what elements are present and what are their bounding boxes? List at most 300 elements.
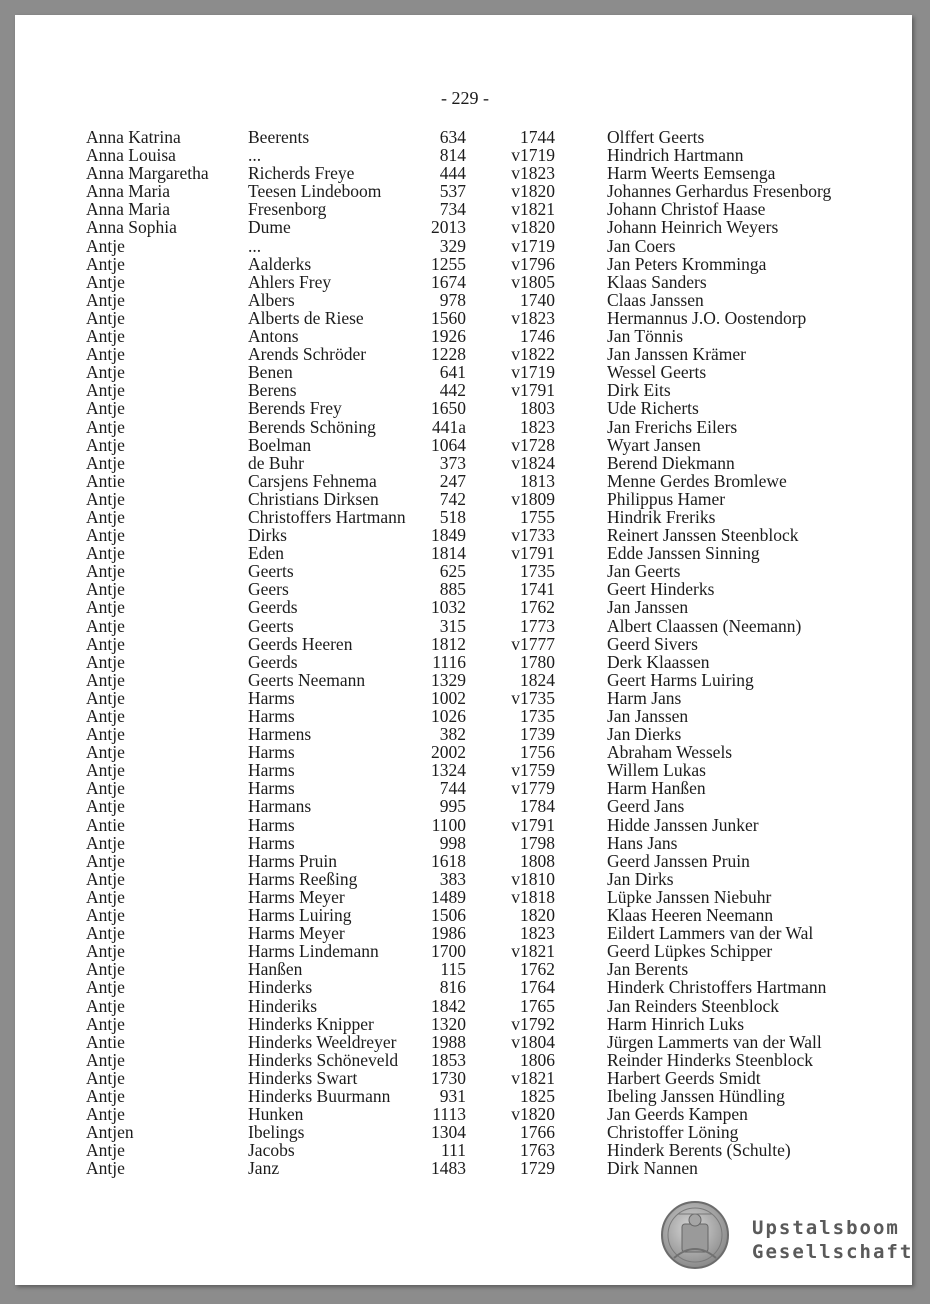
table-row: [0, 164, 930, 182]
entry-number-cell: 1674: [431, 271, 466, 292]
entry-number-cell: 537: [439, 181, 466, 202]
entry-number-cell: 1560: [431, 307, 466, 328]
seal-emblem-icon: [660, 1200, 730, 1270]
surname-cell: Harms Lindemann: [248, 941, 379, 962]
table-row: [0, 834, 930, 852]
table-row: [0, 128, 930, 146]
spouse-name-cell: Geert Harms Luiring: [607, 669, 754, 690]
brand-line-1: Upstalsboom: [752, 1217, 900, 1239]
entry-number-cell: 1255: [431, 253, 466, 274]
year-cell: 1741: [520, 579, 555, 600]
year-cell: 1825: [520, 1085, 555, 1106]
given-name-cell: Anna Maria: [86, 181, 171, 202]
year-cell: 1763: [520, 1140, 555, 1161]
entry-number-cell: 1730: [431, 1067, 466, 1088]
given-name-cell: Antje: [86, 778, 125, 799]
surname-cell: Geerts: [248, 615, 294, 636]
spouse-name-cell: Jan Coers: [607, 235, 676, 256]
year-cell: v1822: [511, 344, 555, 365]
year-cell: v1820: [511, 217, 555, 238]
year-cell: v1823: [511, 307, 555, 328]
year-cell: 1764: [520, 977, 555, 998]
spouse-name-cell: Jan Frerichs Eilers: [607, 416, 738, 437]
table-row: [0, 1051, 930, 1069]
year-cell: 1729: [520, 1158, 555, 1179]
entry-number-cell: 442: [439, 380, 466, 401]
given-name-cell: Antje: [86, 380, 125, 401]
spouse-name-cell: Jan Janssen: [607, 597, 689, 618]
given-name-cell: Anna Maria: [86, 199, 171, 220]
table-row: [0, 598, 930, 616]
spouse-name-cell: Harbert Geerds Smidt: [607, 1067, 761, 1088]
spouse-name-cell: Olffert Geerts: [607, 127, 705, 147]
year-cell: 1823: [520, 416, 555, 437]
surname-cell: Hinderks: [248, 977, 313, 998]
given-name-cell: Antje: [86, 543, 125, 564]
entry-number-cell: 1100: [431, 814, 466, 835]
entry-number-cell: 1506: [431, 905, 466, 926]
table-row: [0, 617, 930, 635]
table-row: [0, 562, 930, 580]
surname-cell: Harms: [248, 832, 295, 853]
year-cell: v1735: [511, 687, 555, 708]
table-row: [0, 327, 930, 345]
year-cell: v1779: [511, 778, 555, 799]
surname-cell: Geers: [248, 579, 289, 600]
year-cell: 1773: [520, 615, 555, 636]
year-cell: v1810: [511, 868, 555, 889]
given-name-cell: Antje: [86, 434, 125, 455]
surname-cell: Arends Schröder: [248, 344, 367, 365]
given-name-cell: Antie: [86, 470, 125, 491]
year-cell: v1809: [511, 488, 555, 509]
surname-cell: Dume: [248, 217, 291, 238]
given-name-cell: Antje: [86, 633, 125, 654]
entry-number-cell: 1324: [431, 760, 466, 781]
surname-cell: ...: [248, 145, 262, 166]
year-cell: v1824: [511, 452, 555, 473]
spouse-name-cell: Harm Jans: [607, 687, 682, 708]
spouse-name-cell: Menne Gerdes Bromlewe: [607, 470, 787, 491]
given-name-cell: Antje: [86, 995, 125, 1016]
entry-number-cell: 1032: [431, 597, 466, 618]
surname-cell: Harms: [248, 742, 295, 763]
table-row: [0, 1159, 930, 1177]
table-row: [0, 436, 930, 454]
given-name-cell: Antje: [86, 597, 125, 618]
surname-cell: de Buhr: [248, 452, 304, 473]
entry-number-cell: 115: [440, 959, 466, 980]
entry-number-cell: 1228: [431, 344, 466, 365]
surname-cell: Fresenborg: [248, 199, 327, 220]
year-cell: 1762: [520, 959, 555, 980]
surname-cell: Hinderks Swart: [248, 1067, 358, 1088]
year-cell: 1762: [520, 597, 555, 618]
year-cell: v1719: [511, 362, 555, 383]
given-name-cell: Antje: [86, 687, 125, 708]
spouse-name-cell: Jan Dirks: [607, 868, 674, 889]
given-name-cell: Antje: [86, 235, 125, 256]
year-cell: v1777: [511, 633, 555, 654]
year-cell: 1765: [520, 995, 555, 1016]
spouse-name-cell: Geerd Jans: [607, 796, 685, 817]
entry-number-cell: 1814: [431, 543, 466, 564]
table-row: [0, 888, 930, 906]
table-row: [0, 218, 930, 236]
spouse-name-cell: Jan Peters Kromminga: [607, 253, 767, 274]
spouse-name-cell: Philippus Hamer: [607, 488, 726, 509]
given-name-cell: Antje: [86, 832, 125, 853]
table-row: [0, 725, 930, 743]
year-cell: 1820: [520, 905, 555, 926]
entry-number-cell: 329: [439, 235, 466, 256]
entry-number-cell: 1320: [431, 1013, 466, 1034]
table-row: [0, 544, 930, 562]
entry-number-cell: 518: [439, 506, 466, 527]
table-row: [0, 797, 930, 815]
given-name-cell: Anna Margaretha: [86, 163, 209, 184]
page-number: - 229 -: [441, 88, 489, 108]
entry-number-cell: 1002: [431, 687, 466, 708]
surname-cell: Beerents: [248, 127, 310, 147]
given-name-cell: Antje: [86, 651, 125, 672]
table-row: [0, 399, 930, 417]
publisher-name: [752, 1216, 913, 1264]
surname-cell: Hinderks Buurmann: [248, 1085, 391, 1106]
year-cell: v1821: [511, 941, 555, 962]
spouse-name-cell: Johann Heinrich Weyers: [607, 217, 779, 238]
spouse-name-cell: Jürgen Lammerts van der Wall: [607, 1031, 822, 1052]
surname-cell: Aalderks: [248, 253, 312, 274]
spouse-name-cell: Reinert Janssen Steenblock: [607, 525, 799, 546]
given-name-cell: Antje: [86, 977, 125, 998]
entry-number-cell: 373: [439, 452, 466, 473]
given-name-cell: Antjen: [86, 1122, 134, 1143]
spouse-name-cell: Klaas Sanders: [607, 271, 707, 292]
table-row: [0, 255, 930, 273]
surname-cell: Janz: [248, 1158, 280, 1179]
genealogy-register-table: [0, 128, 930, 1177]
spouse-name-cell: Harm Weerts Eemsenga: [607, 163, 776, 184]
year-cell: v1791: [511, 543, 555, 564]
table-row: [0, 1015, 930, 1033]
spouse-name-cell: Dirk Eits: [607, 380, 671, 401]
given-name-cell: Antje: [86, 1104, 125, 1125]
surname-cell: Harms: [248, 706, 295, 726]
year-cell: v1791: [511, 380, 555, 401]
spouse-name-cell: Jan Janssen: [607, 706, 689, 726]
year-cell: v1719: [511, 145, 555, 166]
entry-number-cell: 978: [439, 289, 466, 310]
spouse-name-cell: Derk Klaassen: [607, 651, 710, 672]
given-name-cell: Anna Katrina: [86, 127, 181, 147]
given-name-cell: Antie: [86, 1031, 125, 1052]
surname-cell: Harms: [248, 778, 295, 799]
entry-number-cell: 885: [439, 579, 466, 600]
year-cell: v1719: [511, 235, 555, 256]
surname-cell: Geerts Neemann: [248, 669, 366, 690]
table-row: [0, 960, 930, 978]
entry-number-cell: 1329: [431, 669, 466, 690]
year-cell: 1813: [520, 470, 555, 491]
surname-cell: Hinderks Weeldreyer: [248, 1031, 397, 1052]
table-row: [0, 237, 930, 255]
given-name-cell: Antje: [86, 669, 125, 690]
year-cell: v1820: [511, 181, 555, 202]
spouse-name-cell: Hindrik Freriks: [607, 506, 716, 527]
spouse-name-cell: Hinderk Berents (Schulte): [607, 1140, 791, 1161]
year-cell: 1744: [520, 127, 555, 147]
surname-cell: ...: [248, 235, 262, 256]
year-cell: v1821: [511, 199, 555, 220]
given-name-cell: Antje: [86, 307, 125, 328]
year-cell: 1780: [520, 651, 555, 672]
surname-cell: Hinderiks: [248, 995, 318, 1016]
entry-number-cell: 625: [439, 561, 466, 582]
given-name-cell: Antje: [86, 344, 125, 365]
surname-cell: Richerds Freye: [248, 163, 355, 184]
entry-number-cell: 1483: [431, 1158, 466, 1179]
spouse-name-cell: Klaas Heeren Neemann: [607, 905, 774, 926]
spouse-name-cell: Geert Hinderks: [607, 579, 715, 600]
surname-cell: Harms: [248, 760, 295, 781]
surname-cell: Harms Reeßing: [248, 868, 358, 889]
given-name-cell: Antje: [86, 1085, 125, 1106]
year-cell: v1759: [511, 760, 555, 781]
given-name-cell: Antje: [86, 905, 125, 926]
entry-number-cell: 1812: [431, 633, 466, 654]
entry-number-cell: 383: [439, 868, 466, 889]
entry-number-cell: 734: [439, 199, 466, 220]
surname-cell: Teesen Lindeboom: [248, 181, 382, 202]
given-name-cell: Antje: [86, 615, 125, 636]
table-row: [0, 580, 930, 598]
table-row: [0, 671, 930, 689]
spouse-name-cell: Harm Hinrich Luks: [607, 1013, 745, 1034]
spouse-name-cell: Reinder Hinderks Steenblock: [607, 1049, 814, 1070]
entry-number-cell: 744: [439, 778, 466, 799]
given-name-cell: Antje: [86, 579, 125, 600]
year-cell: 1824: [520, 669, 555, 690]
given-name-cell: Antje: [86, 706, 125, 726]
surname-cell: Hinderks Knipper: [248, 1013, 374, 1034]
given-name-cell: Antie: [86, 814, 125, 835]
table-row: [0, 743, 930, 761]
surname-cell: Boelman: [248, 434, 312, 455]
surname-cell: Harmens: [248, 724, 312, 745]
entry-number-cell: 247: [439, 470, 466, 491]
surname-cell: Harms Meyer: [248, 923, 345, 944]
spouse-name-cell: Claas Janssen: [607, 289, 704, 310]
surname-cell: Dirks: [248, 525, 287, 546]
year-cell: v1804: [511, 1031, 555, 1052]
spouse-name-cell: Ude Richerts: [607, 398, 699, 419]
table-row: [0, 978, 930, 996]
year-cell: v1728: [511, 434, 555, 455]
spouse-name-cell: Jan Janssen Krämer: [607, 344, 746, 365]
surname-cell: Alberts de Riese: [248, 307, 364, 328]
entry-number-cell: 1853: [431, 1049, 466, 1070]
surname-cell: Jacobs: [248, 1140, 295, 1161]
entry-number-cell: 2013: [431, 217, 466, 238]
given-name-cell: Antje: [86, 398, 125, 419]
spouse-name-cell: Dirk Nannen: [607, 1158, 698, 1179]
year-cell: 1806: [520, 1049, 555, 1070]
table-row: [0, 309, 930, 327]
year-cell: 1735: [520, 561, 555, 582]
spouse-name-cell: Geerd Sivers: [607, 633, 698, 654]
surname-cell: Berens: [248, 380, 297, 401]
spouse-name-cell: Hermannus J.O. Oostendorp: [607, 307, 807, 328]
year-cell: 1739: [520, 724, 555, 745]
given-name-cell: Antje: [86, 724, 125, 745]
entry-number-cell: 1113: [432, 1104, 466, 1125]
surname-cell: Geerts: [248, 561, 294, 582]
year-cell: v1823: [511, 163, 555, 184]
surname-cell: Hinderks Schöneveld: [248, 1049, 399, 1070]
spouse-name-cell: Jan Reinders Steenblock: [607, 995, 780, 1016]
spouse-name-cell: Hidde Janssen Junker: [607, 814, 759, 835]
given-name-cell: Antje: [86, 452, 125, 473]
surname-cell: Benen: [248, 362, 293, 383]
surname-cell: Harmans: [248, 796, 312, 817]
table-row: [0, 508, 930, 526]
table-row: [0, 182, 930, 200]
spouse-name-cell: Geerd Janssen Pruin: [607, 850, 750, 871]
spouse-name-cell: Berend Diekmann: [607, 452, 735, 473]
given-name-cell: Antje: [86, 850, 125, 871]
table-row: [0, 1105, 930, 1123]
entry-number-cell: 816: [439, 977, 466, 998]
spouse-name-cell: Geerd Lüpkes Schipper: [607, 941, 773, 962]
surname-cell: Hanßen: [248, 959, 303, 980]
surname-cell: Geerds: [248, 651, 298, 672]
year-cell: 1784: [520, 796, 555, 817]
given-name-cell: Anna Sophia: [86, 217, 177, 238]
given-name-cell: Antje: [86, 289, 125, 310]
entry-number-cell: 1116: [432, 651, 466, 672]
entry-number-cell: 1489: [431, 886, 466, 907]
surname-cell: Geerds: [248, 597, 298, 618]
given-name-cell: Antje: [86, 506, 125, 527]
table-row: [0, 418, 930, 436]
table-row: [0, 761, 930, 779]
year-cell: 1766: [520, 1122, 555, 1143]
year-cell: 1740: [520, 289, 555, 310]
surname-cell: Geerds Heeren: [248, 633, 353, 654]
publisher-mark: [660, 1196, 914, 1276]
table-row: [0, 1069, 930, 1087]
table-row: [0, 779, 930, 797]
entry-number-cell: 998: [439, 832, 466, 853]
spouse-name-cell: Jan Geerts: [607, 561, 681, 582]
table-row: [0, 381, 930, 399]
surname-cell: Antons: [248, 326, 299, 347]
surname-cell: Albers: [248, 289, 295, 310]
given-name-cell: Antje: [86, 488, 125, 509]
entry-number-cell: 995: [439, 796, 466, 817]
table-row: [0, 345, 930, 363]
spouse-name-cell: Willem Lukas: [607, 760, 706, 781]
given-name-cell: Antje: [86, 271, 125, 292]
spouse-name-cell: Christoffer Löning: [607, 1122, 739, 1143]
given-name-cell: Antje: [86, 326, 125, 347]
spouse-name-cell: Eildert Lammers van der Wal: [607, 923, 814, 944]
entry-number-cell: 441a: [431, 416, 466, 437]
spouse-name-cell: Abraham Wessels: [607, 742, 733, 763]
year-cell: v1820: [511, 1104, 555, 1125]
entry-number-cell: 931: [439, 1085, 466, 1106]
entry-number-cell: 382: [439, 724, 466, 745]
entry-number-cell: 111: [441, 1140, 466, 1161]
entry-number-cell: 1618: [431, 850, 466, 871]
given-name-cell: Antje: [86, 886, 125, 907]
table-row: [0, 924, 930, 942]
year-cell: 1756: [520, 742, 555, 763]
table-row: [0, 454, 930, 472]
table-row: [0, 906, 930, 924]
surname-cell: Carsjens Fehnema: [248, 470, 377, 491]
given-name-cell: Antje: [86, 1140, 125, 1161]
spouse-name-cell: Hans Jans: [607, 832, 678, 853]
spouse-name-cell: Jan Berents: [607, 959, 689, 980]
entry-number-cell: 1650: [431, 398, 466, 419]
year-cell: v1796: [511, 253, 555, 274]
year-cell: 1755: [520, 506, 555, 527]
given-name-cell: Antje: [86, 959, 125, 980]
entry-number-cell: 814: [439, 145, 466, 166]
table-row: [0, 472, 930, 490]
table-row: [0, 363, 930, 381]
entry-number-cell: 1304: [431, 1122, 466, 1143]
year-cell: 1808: [520, 850, 555, 871]
entry-number-cell: 742: [439, 488, 466, 509]
year-cell: v1818: [511, 886, 555, 907]
table-row: [0, 653, 930, 671]
surname-cell: Ibelings: [248, 1122, 305, 1143]
entry-number-cell: 641: [439, 362, 466, 383]
entry-number-cell: 1026: [431, 706, 466, 726]
surname-cell: Christoffers Hartmann: [248, 506, 406, 527]
year-cell: 1735: [520, 706, 555, 726]
given-name-cell: Antje: [86, 941, 125, 962]
entry-number-cell: 444: [439, 163, 466, 184]
entry-number-cell: 1064: [431, 434, 466, 455]
entry-number-cell: 315: [439, 615, 466, 636]
surname-cell: Harms Luiring: [248, 905, 352, 926]
given-name-cell: Antje: [86, 1158, 125, 1179]
spouse-name-cell: Wessel Geerts: [607, 362, 707, 383]
entry-number-cell: 1988: [431, 1031, 466, 1052]
given-name-cell: Antje: [86, 742, 125, 763]
surname-cell: Harms Pruin: [248, 850, 337, 871]
year-cell: 1746: [520, 326, 555, 347]
year-cell: v1733: [511, 525, 555, 546]
given-name-cell: Antje: [86, 760, 125, 781]
given-name-cell: Antje: [86, 923, 125, 944]
table-row: [0, 816, 930, 834]
spouse-name-cell: Harm Hanßen: [607, 778, 706, 799]
surname-cell: Hunken: [248, 1104, 304, 1125]
table-row: [0, 870, 930, 888]
entry-number-cell: 634: [439, 127, 466, 147]
spouse-name-cell: Lüpke Janssen Niebuhr: [607, 886, 772, 907]
given-name-cell: Antje: [86, 796, 125, 817]
surname-cell: Berends Schöning: [248, 416, 376, 437]
spouse-name-cell: Albert Claassen (Neemann): [607, 615, 802, 636]
table-row: [0, 707, 930, 725]
given-name-cell: Antje: [86, 525, 125, 546]
